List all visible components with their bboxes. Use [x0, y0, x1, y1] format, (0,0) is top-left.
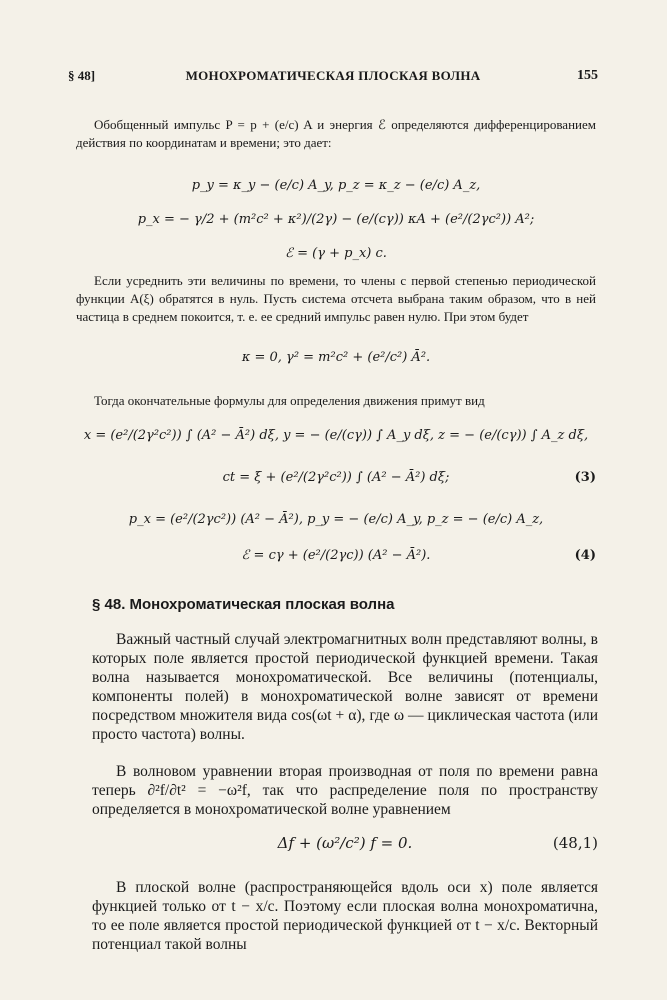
paragraph-plane-wave [92, 878, 598, 954]
equation-number-48-1: (48,1) [552, 834, 598, 852]
intro-text: Обобщенный импульс P = p + (e/c) A и энергия ℰ определяются дифференцированием действия по координатам и времени; это дает: [76, 117, 596, 150]
equation-time-body: ct = ξ + (e²/(2γ²c²)) ∫ (A² − Ā²) dξ; [222, 470, 450, 485]
equation-momentum-x: p_x = − γ/2 + (m²c² + κ²)/(2γ) − (e/(cγ)) κA + (e²/(2γc²)) A²; [137, 212, 535, 227]
equation-gamma: κ = 0, γ² = m²c² + (e²/c²) Ā². [241, 350, 431, 365]
averaging-text: Если усреднить эти величины по времени, то члены с первой степенью периодической функции A(ξ) обратятся в нуль. Пусть система отсчета выбрана таким образом, что в ней частица в среднем покоится, т. е. ее средний импульс равен нулю. При этом будет [76, 273, 596, 324]
page-number: 155 [577, 68, 598, 83]
final-formulas-text: Тогда окончательные формулы для определения движения примут вид [94, 393, 485, 408]
equation-number-4: (4) [574, 548, 596, 563]
page-header [68, 68, 598, 88]
final-formulas-paragraph [76, 392, 596, 410]
header-section-ref: § 48] [68, 68, 96, 83]
equation-energy-final [76, 548, 596, 563]
section-title: § 48. Монохроматическая плоская волна [92, 596, 395, 613]
equation-energy-final-body: ℰ = cγ + (e²/(2γc)) (A² − Ā²). [241, 548, 431, 563]
paragraph-1-text: Важный частный случай электромагнитных волн представляют волны, в которых поле является простой периодической функцией времени. Такая волна называется монохроматической. Все величины (потенциалы, компоненты полей) в монохроматической волне зависят от времени посредством множителя вида cos(ωt + α), где ω — циклическая частота (или просто частота) волны. [92, 631, 598, 743]
equation-helmholtz-body: Δf + (ω²/c²) f = 0. [277, 834, 413, 852]
paragraph-3-text: В плоской волне (распространяющейся вдоль оси x) поле является функцией только от t − x/c. Поэтому если плоская волна монохроматична, то ее поле является простой периодической функцией от t − x/c. Векторный потенциал такой волны [92, 879, 598, 953]
equation-momentum-final: p_x = (e²/(2γc²)) (A² − Ā²), p_y = − (e/c) A_y, p_z = − (e/c) A_z, [128, 512, 544, 527]
paragraph-monochromatic [92, 630, 598, 744]
equation-helmholtz [92, 834, 598, 852]
equation-time [76, 470, 596, 485]
paragraph-wave-equation [92, 762, 598, 819]
intro-paragraph [76, 116, 596, 152]
equation-energy: ℰ = (γ + p_x) c. [285, 246, 387, 261]
averaging-paragraph [76, 272, 596, 326]
paragraph-2-text: В волновом уравнении вторая производная от поля по времени равна теперь ∂²f/∂t² = −ω²f, так что распределение поля по пространству определяется в монохроматической волне уравнением [92, 763, 598, 818]
header-running-title: МОНОХРОМАТИЧЕСКАЯ ПЛОСКАЯ ВОЛНА [185, 68, 481, 83]
equation-number-3: (3) [574, 470, 596, 485]
equation-coordinates: x = (e²/(2γ²c²)) ∫ (A² − Ā²) dξ, y = − (e/(cγ)) ∫ A_y dξ, z = − (e/(cγ)) ∫ A_z dξ, [83, 428, 589, 443]
equation-momentum-yz: p_y = κ_y − (e/c) A_y, p_z = κ_z − (e/c) A_z, [191, 178, 481, 193]
